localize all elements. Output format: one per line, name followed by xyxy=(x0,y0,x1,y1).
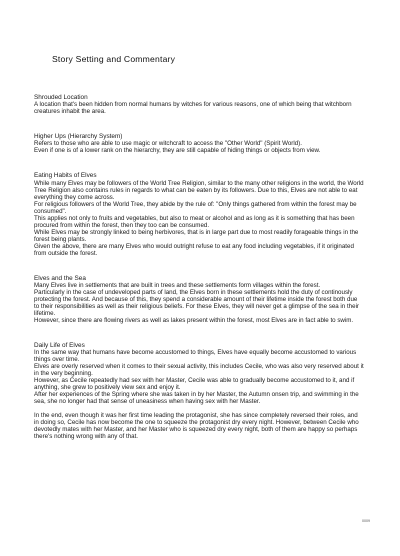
paragraph: For religious followers of the World Tree, they abide by the rule of: "Only things gathered from within the forest may be consumed". xyxy=(34,200,357,215)
section-elves-and-sea xyxy=(34,275,364,324)
section-heading: Eating Habits of Elves xyxy=(34,172,97,180)
paragraph-gap xyxy=(34,405,364,412)
section-shrouded-location xyxy=(34,94,364,115)
paragraph: While many Elves may be followers of the World Tree Religion, similar to the many other religions in the world, the World Tree Religion also contains rules in regards to what can be eaten by its followers. Due to this, Elves are not able to eat everything they come across. xyxy=(34,179,364,201)
paragraph: Refers to those who are able to use magic or witchcraft to access the "Other World" (Spirit World). xyxy=(34,140,302,148)
section-heading: Daily Life of Elves xyxy=(34,341,85,349)
page-title: Story Setting and Commentary xyxy=(52,54,176,64)
paragraph: This applies not only to fruits and vegetables, but also to meat or alcohol and as long as it is something that has been procured from within the forest, then they too can be consumed. xyxy=(34,214,355,229)
closing-paragraph: In the end, even though it was her first time leading the protagonist, she has since completely reversed their roles, and in doing so, Cecile has now become the one to squeeze the protagonist dry every night. However, between Cecile who devotedly mates with her Master, and her Master who is squeezed dry every night, both of them are happy so perhaps there's nothing wrong with any of that. xyxy=(34,412,359,441)
section-higher-ups xyxy=(34,133,364,154)
paragraph: While Elves may be strongly linked to being herbivores, that is in large part due to most readily forageable things in the forest being plants. xyxy=(34,228,359,243)
section-heading: Shrouded Location xyxy=(34,94,88,101)
paragraph: However, since there are flowing rivers as well as lakes present within the forest, most Elves are in fact able to swim. xyxy=(34,316,354,324)
section-heading: Elves and the Sea xyxy=(34,274,86,282)
paragraph: Many Elves live in settlements that are built in trees and these settlements form villages within the forest. xyxy=(34,281,321,289)
paragraph: However, as Cecile repeatedly had sex with her Master, Cecile was able to gradually become accustomed to it, and if anything, she grew to positively view sex and enjoy it. xyxy=(34,377,355,392)
paragraph: A location that's been hidden from normal humans by witches for various reasons, one of which being that witchborn creatures inhabit the area. xyxy=(34,101,352,116)
paragraph: Particularly in the case of undeveloped parts of land, the Elves born in these settlements hold the duty of continously protecting the forest. And because of this, they spend a considerable amount of their lifetime inside the forest both due to their responsibilities as well as their religious beliefs. For these Elves, they will never get a glimpse of the sea in their lifetime. xyxy=(34,288,359,317)
section-heading: Higher Ups (Hierarchy System) xyxy=(34,133,123,141)
paragraph: After her experiences of the Spring where she was taken in by her Master, the Autumn onsen trip, and swimming in the sea, she no longer had that sense of uneasiness when having sex with her Master. xyxy=(34,391,359,406)
section-daily-life xyxy=(34,342,364,440)
page-number: 0009 xyxy=(362,519,370,523)
section-eating-habits xyxy=(34,172,364,256)
paragraph: Even if one is of a lower rank on the hierarchy, they are still capable of hiding things or objects from view. xyxy=(34,147,321,155)
paragraph: In the same way that humans have become accustomed to things, Elves have equally become accustomed to various things over time. xyxy=(34,349,357,364)
document-body xyxy=(34,54,364,451)
paragraph: Given the above, there are many Elves who would outright refuse to eat any food including vegetables, if it originated from outside the forest. xyxy=(34,242,354,257)
paragraph: Elves are overly reserved when it comes to their sexual activity, this includes Cecile, who was also very reserved about it in the very beginning. xyxy=(34,363,364,378)
